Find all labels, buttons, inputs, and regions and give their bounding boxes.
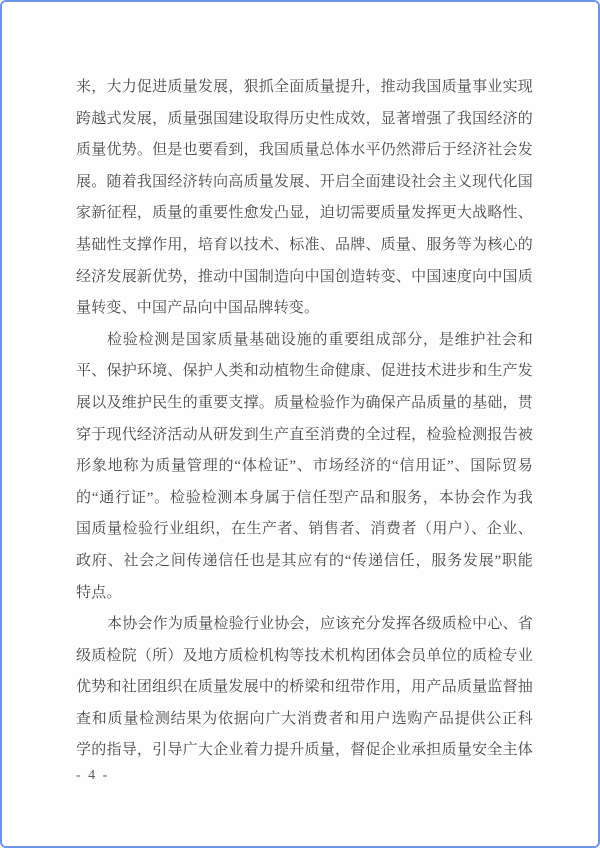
text-line: 质量优势。但是也要看到，我国质量总体水平仍然滞后于经济社会发 [76, 142, 533, 159]
text-line: 特点。 [76, 584, 122, 601]
text-line: 学的指导，引导广大企业着力提升质量，督促企业承担质量安全主体 [76, 742, 533, 759]
document-body [76, 72, 533, 767]
text-line: 家新征程，质量的重要性愈发凸显，迫切需要质量发挥更大战略性、 [76, 205, 533, 222]
text-line: 穿于现代经济活动从研发到生产直至消费的全过程，检验检测报告被 [76, 426, 533, 443]
text-line: 展以及维护民生的重要支撑。质量检验作为确保产品质量的基础，贯 [76, 394, 533, 411]
text-line: 级质检院（所）及地方质检机构等技术机构团体会员单位的质检专业 [76, 647, 533, 664]
text-line: 优势和社团组织在质量发展中的桥梁和纽带作用，用产品质量监督抽 [76, 679, 533, 696]
page [2, 2, 598, 846]
page-number: - 4 - [76, 768, 110, 783]
text-line: 量转变、中国产品向中国品牌转变。 [76, 300, 320, 317]
text-line: 经济发展新优势，推动中国制造向中国创造转变、中国速度向中国质 [76, 268, 533, 285]
text-line: 跨越式发展，质量强国建设取得历史性成效，显著增强了我国经济的 [76, 110, 533, 127]
text-line: 政府、社会之间传递信任也是其应有的“传递信任，服务发展”职能 [76, 552, 533, 569]
text-line: 展。随着我国经济转向高质量发展、开启全面建设社会主义现代化国 [76, 173, 533, 190]
text-line: 检验检测是国家质量基础设施的重要组成部分，是维护社会和 [107, 331, 533, 348]
text-line: 来，大力促进质量发展，狠抓全面质量提升，推动我国质量事业实现 [76, 79, 533, 95]
text-line: 本协会作为质量检验行业协会，应该充分发挥各级质检中心、省 [107, 616, 533, 633]
text-line: 基础性支撑作用，培育以技术、标准、品牌、质量、服务等为核心的 [76, 236, 533, 253]
text-line: 形象地称为质量管理的“体检证”、市场经济的“信用证”、国际贸易 [76, 458, 533, 475]
text-line: 平、保护环境、保护人类和动植物生命健康、促进技术进步和生产发 [76, 363, 533, 380]
text-line: 的“通行证”。检验检测本身属于信任型产品和服务，本协会作为我 [76, 489, 533, 506]
text-line: 国质量检验行业组织，在生产者、销售者、消费者（用户）、企业、 [76, 521, 533, 538]
text-line: 查和质量检测结果为依据向广大消费者和用户选购产品提供公正科 [76, 710, 533, 727]
